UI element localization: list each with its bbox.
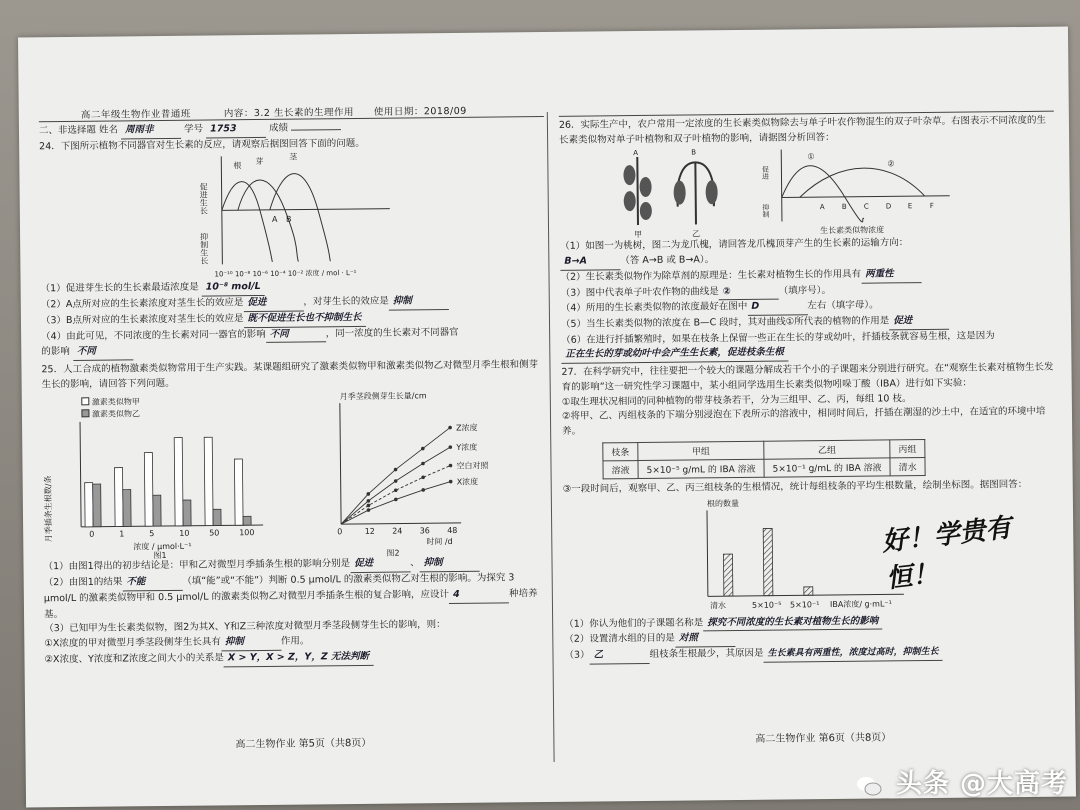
fig2-y-axis [340,404,341,525]
fig1-tick: 100 [239,528,255,538]
fig1-bar [153,496,161,527]
fig1-tick: 0 [89,530,95,540]
q25-1-answer-1: 促进 [350,557,410,573]
q25-3b-text: ②X浓度、Y浓度和Z浓度之间大小的关系是 [44,652,224,666]
q27-th-2: 乙组 [764,440,890,459]
q26-6-answer: 正在生长的芽或幼叶中会产生生长素，促进枝条生根 [561,346,788,364]
q26-point-label: A [819,203,825,212]
score-label: 成绩 [269,122,289,134]
fig2-series-label: X浓度 [456,477,479,488]
fig1-legend-b: 激素类似物乙 [91,409,140,420]
q24-y-top: 促进生长 [199,182,209,216]
fig1-bar [204,438,213,526]
q26-4-text: （4）所用的生长素类似物的浓度最好在图中 [560,301,748,315]
fig2-xlabel: 时间 /d [426,537,453,547]
q24-point-a: A [271,215,278,225]
q27-table-row [603,457,925,478]
fig1-bar [234,459,243,525]
q25-1-answer-2: 抑制 [420,556,480,572]
q25-1-text: （1）由图1得出的初步结论是：甲和乙对微型月季插条生根的影响分别是 [43,558,351,573]
q27-figure-area [563,492,1059,617]
q27-2-answer: 对照 [675,631,735,647]
q24-4-text: （4）由此可见，不同浓度的生长素对同一器官的影响 [41,328,266,342]
watermark [856,763,1068,800]
q26-6-text: （6）在进行扦插繁殖时，如果在枝条上保留一些正在生长的芽或幼叶，扦插枝条就容易生根，这是因为 [561,330,995,346]
fig2-tick: 36 [419,526,430,536]
fig2-point [449,464,453,468]
fig2-series-line [340,448,451,525]
q27-1-answer: 探究不同浓度的生长素对植物生长的影响 [703,614,882,632]
q27-bar [763,528,773,595]
fig2-series-label: 空白对照 [456,461,489,471]
fig1-bar [123,490,131,527]
score-blank [291,129,341,131]
watermark-text: 头条 @大高考 [895,769,1068,799]
fig2-tick: 0 [337,527,343,537]
name-label: 二、非选择题 姓名 [38,124,119,137]
q24-2-answer-a: 促进 [243,296,303,312]
q25-3a-text: ①X浓度的甲对微型月季茎段侧芽生长具有 [44,636,221,650]
q27-x-2: 5×10⁻¹ [789,599,820,609]
q26-1-text-b: （答 A→B 或 B→A）。 [620,254,715,267]
fig1-bar [144,453,153,527]
q24-chart [199,149,545,281]
fig2-line-chart [300,388,532,558]
fig1-tick: 5 [149,529,155,539]
fig1-bar-chart [42,390,284,561]
fig2-series-line [341,466,452,525]
fig1-y-axis [80,422,81,527]
q25-2-text-c: 种培养基。 [43,588,538,620]
fig1-bar [213,510,221,526]
fig2-point [367,509,371,513]
q25-2-text: （2）由图1的结果 [43,576,123,589]
fig1-tick: 1 [119,529,125,539]
fig1-legend-a: 激素类似物甲 [91,397,140,408]
q26-curve-2: ② [887,159,895,169]
q27-step2: ②将甲、乙、丙组枝条的下端分别浸泡在下表所示的溶液中，相同时间后，扦插在潮湿的沙土中，在适宜的环境中培养。 [561,406,1046,437]
fig1-bar [243,517,251,526]
q27-td-2: 5×10⁻¹ g/mL 的 IBA 溶液 [764,458,890,477]
q26-y-inhibit: 抑制 [761,204,770,219]
fig2-lines [340,423,490,525]
fig2-series-label: Y浓度 [456,443,478,453]
q26-4-text-b: 左右（填字母）。 [807,299,879,312]
q26-fig-a: A [633,149,639,158]
fig1-ylabel: 月季插条生根数/条 [43,475,54,543]
fig2-point [394,498,398,502]
fig1-tick: 10 [179,529,190,539]
fig2-point [449,480,453,484]
q24-4-answer-2: 不同 [73,345,133,361]
fig2-caption: 图2 [386,549,400,559]
q26-point-label: C [863,203,869,212]
q27-th-1: 甲组 [638,441,764,460]
q25-stem: 25．人工合成的植物激素类似物常用于生产实践。某课题组研究了激素类似物甲和激素类似物乙对微型月季生根和侧芽生长的影响，请回答下列问题。 [41,359,539,391]
fig1-bar [174,438,183,526]
q24-point-b: B [285,215,292,225]
fig2-point [394,489,398,493]
q25-figures [42,387,549,560]
q26-fig-jia: 甲 [634,230,643,240]
q26-figures [559,143,1055,240]
q24-x-label: 10⁻¹⁰ 10⁻⁸ 10⁻⁶ 10⁻⁴ 10⁻² 浓度 / mol · L⁻¹ [214,269,357,279]
q26-5-text: （5）当生长素类似物的浓度在 B—C 段时，其对曲线①所代表的植物的作用是 [560,315,890,330]
fig2-point [421,489,425,493]
q25-3a-text-b: 作用。 [280,635,310,647]
q27-3-text-b: 组枝条生根最少，其原因是 [649,647,764,660]
q26-tree-figures [609,146,740,239]
q27-bar-ylabel: 根的数量 [706,498,739,508]
fig2-series-line [341,482,451,525]
fig1-legend-swatch-b [82,410,89,417]
q27-bar [723,554,732,596]
q26-point-label: F [929,202,934,211]
q26-3-text-b: （填序号）。 [778,284,832,297]
left-column [39,116,551,767]
fig2-tick: 48 [447,526,458,536]
q26-point-label: E [907,202,913,211]
q26-1-text: （1）如图一为桃树，图二为龙爪槐，请回答龙爪槐顶芽产生的生长素的运输方向： [560,237,909,253]
q27-th-3: 丙组 [890,439,925,457]
q24-4 [41,325,546,362]
q25-2-answer-2: 4 [449,587,509,603]
q26-4-answer: D [747,300,807,316]
q27-bar [804,586,813,594]
q24-chart-svg [199,151,400,281]
q24-curve-bud: 芽 [255,157,264,167]
header-grade: 高二年级生物作业普通班 [80,108,191,121]
q25-3: （3）已知甲为生长素类似物，图2为其X、Y和Z三种浓度对微型月季茎段侧芽生长的影响，则： [44,619,446,635]
q27-3-answer-2: 生长素具有两重性，浓度过高时，抑制生长 [763,646,942,663]
q24-4-text-b: ，同一浓度的生长素对不同器官 [325,326,459,339]
q24-4-answer-1: 不同 [266,327,326,343]
fig2-tick: 24 [392,526,403,537]
fig1-bar [115,468,124,527]
q26-curve-chart [759,144,960,238]
fig2-point [421,476,425,480]
q24-2-text-b: ，对芽生长的效应是 [303,295,389,308]
fig2-x-axis [341,523,461,524]
id-handwritten: 1753 [206,122,266,138]
right-column [559,111,1061,762]
header-content: 内容：3.2 生长素的生理作用 [223,107,354,120]
q24-2-answer-b: 抑制 [389,294,449,310]
q26-5-answer: 促进 [889,314,949,330]
q26-x-label: 生长素类似物浓度 [820,225,885,236]
name-handwritten: 周雨非 [121,123,181,139]
header-date: 使用日期：2018/09 [373,105,467,118]
q26-2-text: （2）生长素类似物作为除草剂的原理是：生长素对植物生长的作用具有 [560,268,862,283]
fig1-legend-swatch-a [82,398,89,405]
q25-3b-answer: X > Y，X > Z，Y，Z 无法判断 [224,650,373,667]
q26-point-label: D [885,202,892,211]
q27-bars [723,528,813,596]
fig1-bar [183,500,191,526]
worksheet-paper [18,27,1076,808]
q27-2-text: （2）设置清水组的目的是 [564,632,675,646]
q26-2-answer: 两重性 [861,267,921,283]
q26-point-label: B [841,203,847,212]
q25-3a-answer: 抑制 [221,635,281,651]
q26-y-promote: 促进 [761,166,770,181]
q26-1-answer: B→A [560,254,620,270]
q27-x-1: 5×10⁻⁵ [751,600,782,610]
q26-curve-1: ① [807,152,815,162]
q27-step3: ③一段时间后，观察甲、乙、丙三组枝条的生根情况，统计每组枝条的平均生根数量，绘制坐标图。据图回答： [562,478,1028,495]
q26-fig-yi: 乙 [692,229,701,239]
fig2-tick: 12 [364,527,375,537]
q27-x-3: IBA浓度/ g·mL⁻¹ [829,598,892,609]
fig1-bars [84,437,251,527]
fig2-ylabel: 月季茎段侧芽生长量/cm [339,391,427,402]
q26-point-labels [820,202,934,211]
q24-1-answer: 10⁻⁸ mol/L [202,280,265,296]
q24-stem: 24．下图所示植物不同器官对生长素的反应，请观察后据图回答下面的问题。 [39,137,365,153]
q24-y-bot: 抑制生长 [199,232,209,266]
q27-table [602,439,925,479]
q27-stem: 27．在科学研究中，往往要把一个较大的课题分解成若干个小的子课题来分别进行研究。在“观察生长素对植物生长发育的影响”这一研究性学习课题中，某小组同学选用生长素类似物吲哚丁酸（IBA）进行如下实验： [561,361,1054,393]
q25-1: （1）由图1得出的初步结论是：甲和乙对微型月季插条生根的影响分别是 促进 、 抑制 [43,555,548,576]
q24-3-text: （3）B点所对应的生长素浓度对茎生长的效应是 [40,313,244,327]
q24-2-text: （2）A点所对应的生长素浓度对茎生长的效应是 [40,297,244,311]
teacher-note: 好！学贵有恒！ [880,512,1014,594]
q27-td-1: 5×10⁻⁵ g/mL 的 IBA 溶液 [638,459,764,478]
fig1-tick: 50 [209,528,220,539]
q25-2-answer: 不能 [122,575,182,591]
q27-x-0: 清水 [709,600,727,610]
fig2-series-line [340,428,451,525]
q26-3-answer: ② [719,284,779,300]
fig1-bar [93,484,101,527]
q25-2 [44,571,549,622]
q27-td-0: 溶液 [603,460,638,478]
q27-td-3: 清水 [890,457,925,475]
q26-fig-b: B [691,148,697,157]
q24-curve-root: 根 [233,161,242,171]
fig1-caption: 图1 [153,551,167,561]
footer-left: 高二生物作业 第5页（共8页） [235,737,372,751]
q27-3-answer-1: 乙 [589,648,649,664]
fig2-series-label: Z浓度 [456,423,478,433]
fig1-xlabel: 浓度 / μmol·L⁻¹ [133,542,192,552]
q27-step1: ①取生理状况相同的同种植物的带芽枝条若干，分为三组甲、乙、丙，每组 10 枝。 [561,392,912,408]
wechat-icon [856,774,882,796]
q25-2-text-b: （填“能”或“不能”）判断 0.5 μmol/L 的激素类似物乙对生根的影响。为探究 3 μmol/L 的激素类似物甲和 0.5 μmol/L 的激素类似物乙对微型月季插条生根的复合影响，应设计 [43,572,515,605]
q24-4-text-c: 的影响 [41,346,70,358]
q26-3-text: （3）图中代表单子叶农作物的曲线是 [560,285,719,299]
q26-stem: 26．实际生产中，农户常用一定浓度的生长素类似物除去与单子叶农作物混生的双子叶杂草。右图表示不同浓度的生长素类似物对单子叶植物和双子叶植物的影响，请据图分析回答： [558,114,1047,146]
q27-1-text: （1）你认为他们的子课题名称是 [564,616,704,630]
fig1-bar [85,483,93,527]
q24-1-text: （1）促进芽生长的生长素最适浓度是 [40,282,199,295]
q27-3-text: （3） [564,649,590,661]
fig1-ticks [89,529,254,540]
footer-right: 高二生物作业 第6页（共8页） [755,732,892,745]
q26-6 [561,328,1056,364]
q24-3-answer: 既不促进生长也不抑制生长 [243,311,365,328]
id-label: 学号 [184,123,204,135]
q27-th-0: 枝条 [603,442,638,460]
fig2-ticks [337,526,457,536]
q24-curve-stem: 茎 [289,153,298,163]
